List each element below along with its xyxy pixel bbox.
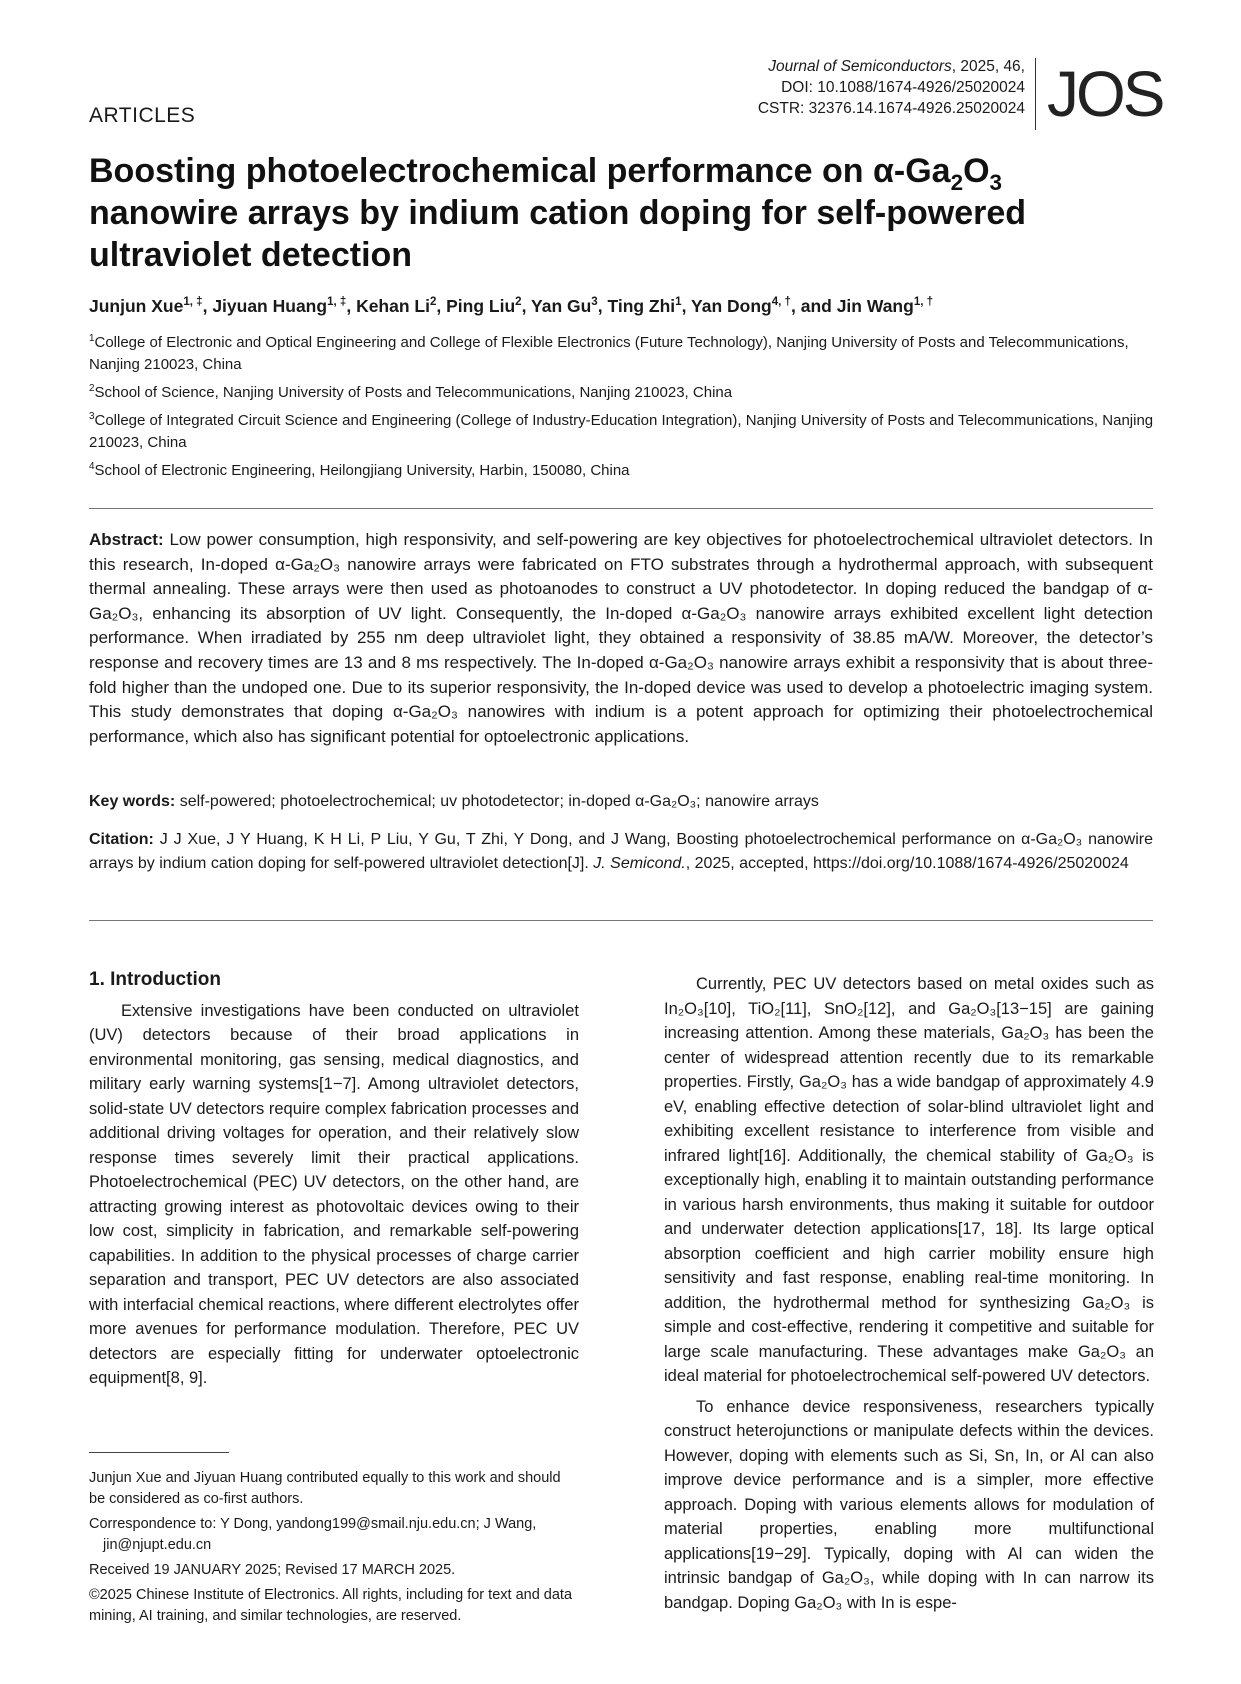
- affiliation: $^1$College of Electronic and Optical Engineering and College of Flexible Electronics (Future Technology), Nanjing University of Posts and Telecommunications, Nanjing 210023, China: [89, 333, 1129, 373]
- affiliations: [89, 332, 1169, 488]
- affiliation: $^3$College of Integrated Circuit Science and Engineering (College of Industry-Education Integration), Nanjing University of Posts and Telecommunications, Nanjing 210023, China: [89, 411, 1154, 451]
- cstr: CSTR: 32376.14.1674-4926.25020024: [757, 100, 1025, 117]
- keywords-label: Key words:: [89, 793, 176, 810]
- received-note: Received 19 JANUARY 2025; Revised 17 MARCH 2025.: [89, 1562, 456, 1578]
- affiliation: $^2$School of Science, Nanjing University of Posts and Telecommunications, Nanjing 210023, China: [89, 383, 733, 401]
- bottom-rule: [89, 920, 1153, 921]
- affiliation: $^4$School of Electronic Engineering, Heilongjiang University, Harbin, 150080, China: [89, 461, 630, 479]
- author: Ping Liu: [446, 296, 516, 316]
- equal-contribution-note: Junjun Xue and Jiyuan Huang contributed equally to this work and should be considered as co-first authors.: [89, 1470, 561, 1507]
- author: Yan Dong: [691, 296, 772, 316]
- jos-logo: JOS: [1047, 58, 1163, 130]
- left-column: [89, 968, 579, 1391]
- article-title: [89, 150, 1149, 276]
- abstract: [89, 528, 1153, 749]
- author-list: Junjun Xue$^{1, \ddagger}$, Jiyuan Huang$^{1, \ddagger}$, Kehan Li$^2$, Ping Liu$^2$, Yan Gu$^3$, Ting Zhi$^1$, Yan Dong$^{4, \dagger}$, and Jin Wang$^{1, \dagger}$: [89, 296, 934, 316]
- title-line-2: nanowire arrays by indium cation doping for self-powered: [89, 194, 1027, 232]
- citation-label: Citation:: [89, 831, 154, 848]
- abstract-text: Low power consumption, high responsivity, and self-powering are key objectives for photoelectrochemical ultraviolet detectors. In this research, In-doped α-Ga₂O₃ nanowire arrays were fabricated on FTO substrates through a hydrothermal approach, with subsequent thermal annealing. These arrays were then used as photoanodes to construct a UV photodetector. In doping reduced the bandgap of α-Ga₂O₃, enhancing its absorption of UV light. Consequently, the In-doped α-Ga₂O₃ nanowire arrays exhibited excellent light detection performance. When irradiated by 255 nm deep ultraviolet light, they obtained a responsivity of 38.85 mA/W. Moreover, the detector’s response and recovery times are 13 and 8 ms respectively. The In-doped α-Ga₂O₃ nanowire arrays exhibit a responsivity that is about three-fold higher than the undoped one. Due to its superior responsivity, the In-doped device was used to develop a photoelectric imaging system. This study demonstrates that doping α-Ga₂O₃ nanowires with indium is a potent approach for optimizing their photoelectrochemical performance, which also has significant potential for optoelectronic applications.: [89, 530, 1153, 746]
- journal-name: Journal of Semiconductors: [768, 58, 952, 75]
- title-line-3: ultraviolet detection: [89, 236, 413, 274]
- footnote-rule: [89, 1452, 229, 1453]
- paragraph: Currently, PEC UV detectors based on metal oxides such as In₂O₃[10], TiO₂[11], SnO₂[12], and Ga₂O₃[13−15] are gaining increasing attention. Among these materials, Ga₂O₃ has been the center of widespread attention recently due to its remarkable properties. Firstly, Ga₂O₃ has a wide bandgap of approximately 4.9 eV, enabling effective detection of solar-blind ultraviolet light and exhibiting excellent resistance to interference from visible and infrared light[16]. Additionally, the chemical stability of Ga₂O₃ is exceptionally high, enabling it to maintain outstanding performance in various harsh environments, thus making it suitable for outdoor and underwater detection applications[17, 18]. Its large optical absorption coefficient and high carrier mobility ensure high sensitivity and fast response, enabling real-time monitoring. In addition, the hydrothermal method for synthesizing Ga₂O₃ is simple and cost-effective, rendering it competitive and suitable for large scale manufacturing. These advantages make Ga₂O₃ an ideal material for photoelectrochemical self-powered UV detectors.: [664, 975, 1154, 1385]
- logo-divider: [1035, 58, 1036, 130]
- footnotes: [89, 1468, 579, 1631]
- paragraph: To enhance device responsiveness, researchers typically construct heterojunctions or manipulate defects within the devices. However, doping with elements such as Si, Sn, In, or Al can also improve device performance and is a simpler, more effective approach. Doping with various elements allows for modulation of material properties, enabling more multifunctional applications[19−29]. Typically, doping with Al can widen the intrinsic bandgap of Ga₂O₃, while doping with In can narrow its bandgap. Doping Ga₂O₃ with In is espe-: [664, 1397, 1154, 1612]
- copyright-note: ©2025 Chinese Institute of Electronics. All rights, including for text and data mining, AI training, and similar technologies, are reserved.: [89, 1587, 573, 1624]
- title-line-1: Boosting photoelectrochemical performance on $\alpha-Ga_2O_3$: [89, 152, 1003, 195]
- author: Ting Zhi: [607, 296, 676, 316]
- citation-text: J J Xue, J Y Huang, K H Li, P Liu, Y Gu, T Zhi, Y Dong, and J Wang, Boosting photoelectrochemical performance on α-Ga₂O₃ nanowire arrays by indium cation doping for self-powered ultraviolet detection[J].: [89, 831, 1153, 872]
- author: Kehan Li: [356, 296, 430, 316]
- citation: [89, 828, 1153, 875]
- top-rule: [89, 508, 1153, 509]
- keywords-text: self-powered; photoelectrochemical; uv photodetector; in-doped α-Ga₂O₃; nanowire arrays: [175, 793, 819, 810]
- author: Jiyuan Huang: [212, 296, 328, 316]
- journal-citation-line: [605, 56, 1025, 77]
- paragraph: Extensive investigations have been conducted on ultraviolet (UV) detectors because of their broad applications in environmental monitoring, gas sensing, medical diagnostics, and military early warning systems[1−7]. Among ultraviolet detectors, solid-state UV detectors require complex fabrication processes and additional driving voltages for operation, and their relatively slow response times severely limit their practical applications. Photoelectrochemical (PEC) UV detectors, on the other hand, are attracting growing interest as photovoltaic devices owing to their low cost, simplicity in fabrication, and remarkable self-powering capabilities. In addition to the physical processes of charge carrier separation and transport, PEC UV detectors are also associated with interfacial chemical reactions, where different electrolytes offer more avenues for performance modulation. Therefore, PEC UV detectors are especially fitting for underwater optoelectronic equipment[8, 9].: [89, 1001, 579, 1387]
- right-column: [664, 972, 1154, 1615]
- correspondence-email[interactable]: jin@njupt.edu.cn: [103, 1537, 212, 1553]
- keywords: [89, 790, 1153, 814]
- citation-journal: J. Semicond.: [593, 854, 686, 872]
- journal-volume: , 2025, 46,: [951, 58, 1025, 75]
- abstract-label: Abstract:: [89, 530, 164, 549]
- journal-meta: [605, 56, 1025, 119]
- section-heading: 1. Introduction: [89, 969, 221, 990]
- correspondence-note: Correspondence to: Y Dong, yandong199@smail.nju.edu.cn; J Wang, jin@njupt.edu.cn: [89, 1516, 537, 1553]
- author: Yan Gu: [531, 296, 592, 316]
- doi[interactable]: DOI: 10.1088/1674-4926/25020024: [781, 79, 1025, 96]
- author: Jin Wang: [836, 296, 914, 316]
- citation-tail[interactable]: , 2025, accepted, https://doi.org/10.1088/1674-4926/25020024: [685, 854, 1129, 872]
- section-label: ARTICLES: [89, 104, 196, 127]
- author: Junjun Xue: [89, 296, 184, 316]
